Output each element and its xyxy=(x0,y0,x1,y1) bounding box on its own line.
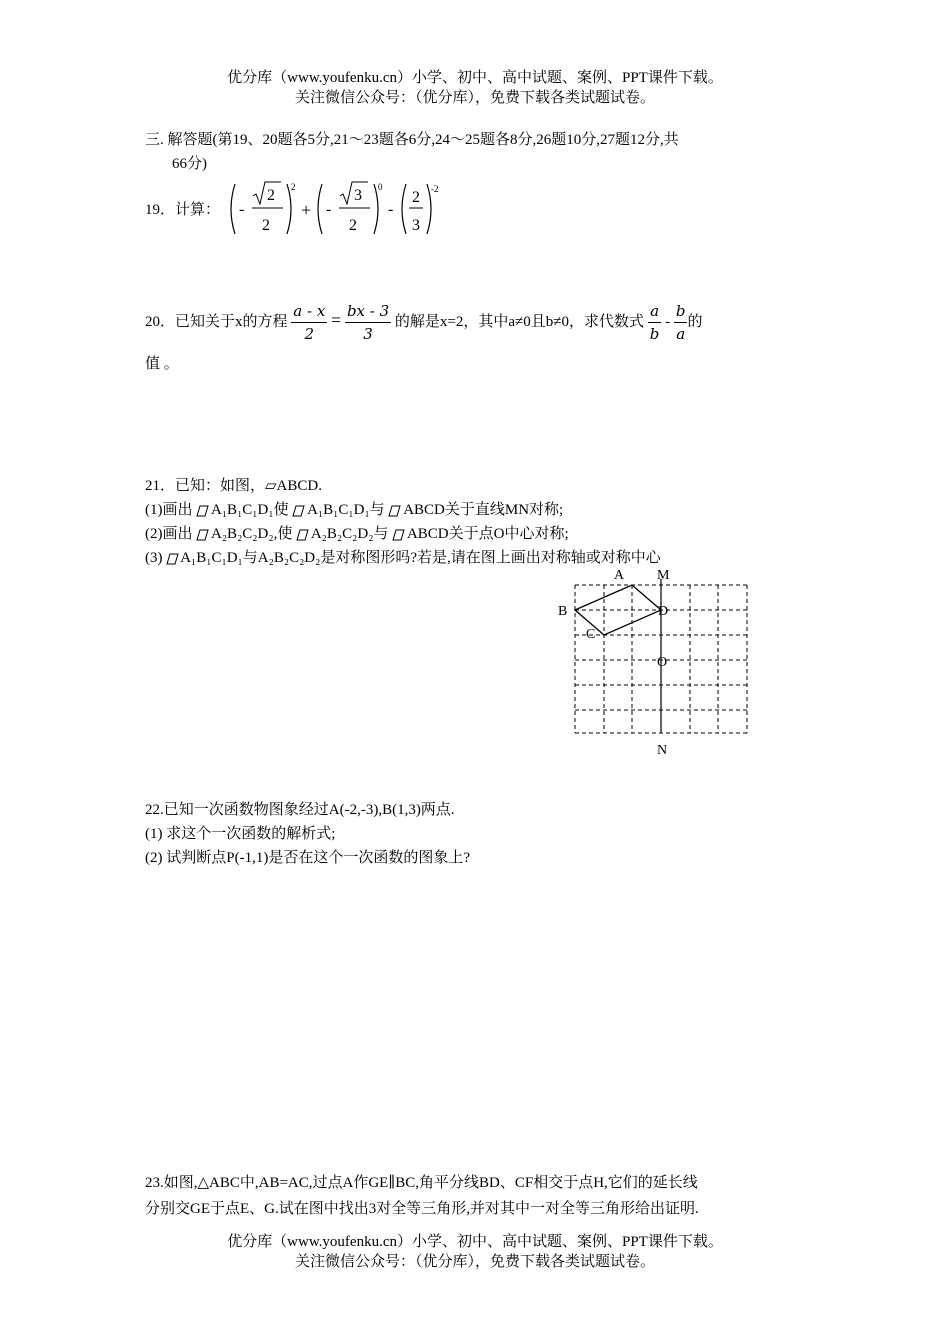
q21-l3-c: A₂B₂C₂D₂与 xyxy=(310,526,389,542)
q23-line-2: 分别交GE于点E、G.试在图中找出3对全等三角形,并对其中一对全等三角形给出证明. xyxy=(145,1201,699,1217)
q22-line-3: (2) 试判断点P(-1,1)是否在这个一次函数的图象上? xyxy=(145,850,470,866)
parallelogram-icon xyxy=(296,527,307,538)
q20-line-1 xyxy=(145,300,702,345)
q23-block xyxy=(145,1170,815,1222)
footer-line-1: 优分库（www.youfenku.cn）小学、初中、高中试题、案例、PPT课件下载。 xyxy=(227,1234,723,1250)
q19-expression xyxy=(225,178,455,240)
label-c: C xyxy=(586,627,596,642)
q21-l2-a: (1)画出 xyxy=(145,502,193,518)
q20-minus: - xyxy=(665,313,671,330)
q22-block xyxy=(145,798,815,870)
q20-expr-1 xyxy=(648,300,662,345)
parallelogram-icon xyxy=(388,503,399,514)
q19-t2-den: 2 xyxy=(349,217,357,234)
q20-rhs-num: bx - 3 xyxy=(345,300,391,323)
q20-rhs-den: 3 xyxy=(363,325,373,343)
q22-line-2: (1) 求这个一次函数的解析式; xyxy=(145,826,336,842)
q20-lhs xyxy=(291,300,327,345)
q20-e1-num: a xyxy=(648,300,662,323)
section-title: 三. 解答题(第19、20题各5分,21～23题各6分,24～25题各8分,26题10分,27题12分,共 xyxy=(145,132,679,148)
q21-line-2 xyxy=(145,498,815,522)
q19-t2-exp: 0 xyxy=(378,182,383,192)
q21-grid-figure xyxy=(550,565,760,765)
q19-t1-exp: 2 xyxy=(291,182,296,192)
q21-l2-b: A₁B₁C₁D₁使 xyxy=(211,502,289,518)
q22-line-1: 22.已知一次函数物图象经过A(-2,-3),B(1,3)两点. xyxy=(145,802,455,818)
q19-t2-num: 3 xyxy=(354,187,362,204)
label-b: B xyxy=(558,604,568,619)
q20-mid: 的解是x=2，其中a≠0且b≠0，求代数式 xyxy=(394,313,644,330)
q21-line-3 xyxy=(145,522,815,546)
label-a: A xyxy=(614,568,625,583)
q21-block xyxy=(145,474,815,570)
svg-text:+: + xyxy=(301,200,312,220)
q19-label: 19．计算： xyxy=(145,202,221,218)
q21-l2-c: A₁B₁C₁D₁与 xyxy=(307,502,385,518)
q19-t3-den: 3 xyxy=(412,217,420,234)
q21-l4-a: (3) xyxy=(145,550,163,566)
label-o: O xyxy=(657,655,668,670)
parallelogram-icon xyxy=(292,503,303,514)
svg-text:-: - xyxy=(239,201,245,218)
footer-line-2: 关注微信公众号：（优分库），免费下载各类试题试卷。 xyxy=(294,1254,655,1270)
parallelogram-icon xyxy=(196,503,207,514)
q19-t1-num: 2 xyxy=(267,187,275,204)
parallelogram-icon xyxy=(196,527,207,538)
q19-t3-exp: -2 xyxy=(431,184,439,194)
q20-e2-num: b xyxy=(674,300,688,323)
label-m: M xyxy=(657,568,670,583)
q21-l2-d: ABCD关于直线MN对称; xyxy=(403,502,564,518)
parallelogram-icon xyxy=(166,551,177,562)
q19-t1-den: 2 xyxy=(262,217,270,234)
header-line-2: 关注微信公众号：（优分库），免费下载各类试题试卷。 xyxy=(294,90,655,106)
header-line-1: 优分库（www.youfenku.cn）小学、初中、高中试题、案例、PPT课件下载。 xyxy=(227,70,723,86)
q20-suffix: 的 xyxy=(687,313,703,330)
label-n: N xyxy=(657,743,668,758)
svg-text:-: - xyxy=(388,201,394,218)
q23-line-1: 23.如图,△ABC中,AB=AC,过点A作GE∥BC,角平分线BD、CF相交于点H,它们的延长线 xyxy=(145,1175,698,1191)
q20-rhs xyxy=(345,300,391,345)
q20-e2-den: a xyxy=(676,325,686,343)
q20-expr-2 xyxy=(674,300,688,345)
q21-l4-b: A₁B₁C₁D₁与A₂B₂C₂D₂是对称图形吗?若是,请在图上画出对称轴或对称中心 xyxy=(180,550,661,566)
q20-lhs-den: 2 xyxy=(304,325,315,343)
parallelogram-icon xyxy=(392,527,403,538)
q20-prefix: 20．已知关于x的方程 xyxy=(145,313,288,330)
section-title-cont: 66分) xyxy=(172,156,207,172)
q21-l3-b: A₂B₂C₂D₂,使 xyxy=(211,526,293,542)
label-d: D xyxy=(658,604,669,619)
q20-lhs-num: a - x xyxy=(291,300,327,323)
q20-equals: = xyxy=(331,309,342,330)
svg-text:-: - xyxy=(326,201,332,218)
q21-line-1: 21．已知：如图，▱ABCD. xyxy=(145,478,322,494)
q20-e1-den: b xyxy=(649,325,660,343)
q21-l3-a: (2)画出 xyxy=(145,526,193,542)
q20-line-2: 值 。 xyxy=(145,356,179,372)
q21-l3-d: ABCD关于点O中心对称; xyxy=(406,526,569,542)
q19-t3-num: 2 xyxy=(412,189,420,206)
